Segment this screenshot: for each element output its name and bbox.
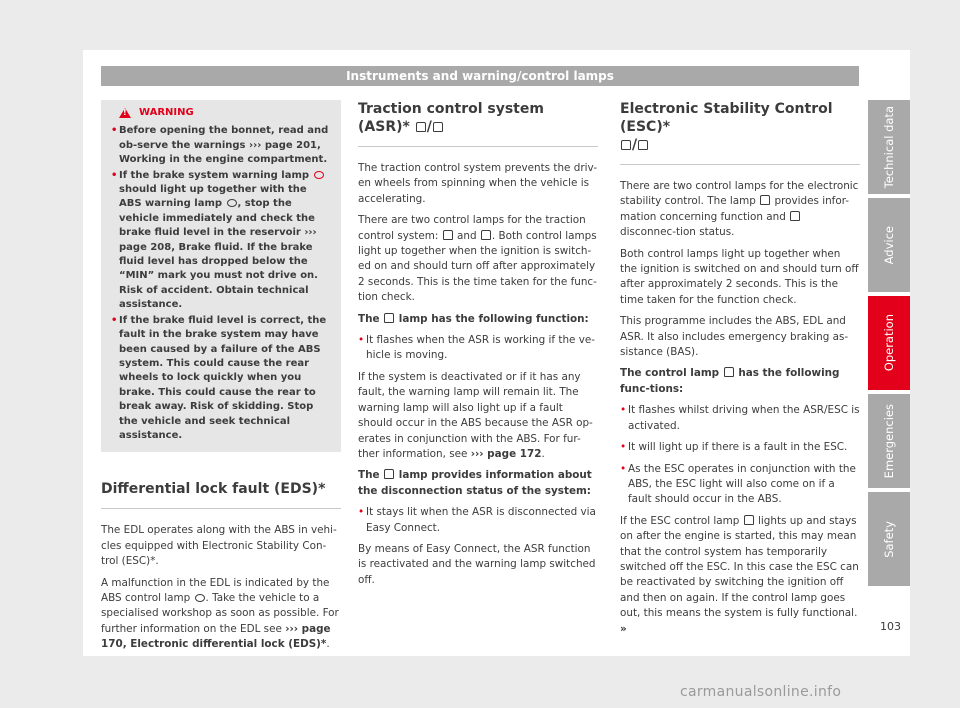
esc-off-lamp-icon: [638, 140, 648, 150]
page-link[interactable]: ››› page 201, Working in the engine compartment: [119, 139, 324, 166]
list-item: • It will light up if there is a fault in the ESC.: [620, 440, 860, 455]
bullet-icon: •: [111, 125, 118, 137]
page-number: 103: [880, 620, 901, 633]
column-right: [620, 100, 860, 643]
list-item: • It flashes whilst driving when the ASR/ESC is activated.: [620, 404, 860, 432]
warning-item: • Before opening the bonnet, read and ob-serve the warnings ››› page 201, Working in the engine compartment.: [111, 125, 329, 166]
section-title-esc: Electronic Stability Control (ESC)* /: [620, 100, 860, 165]
warning-item: • If the brake fluid level is correct, the fault in the brake system may have been caused by a failure of the ABS system. This could cause the rear wheels to lock quickly when you brake. This could cause the rear to break away. Risk of skidding. Stop the vehicle and seek technical assistance.: [111, 314, 327, 441]
paragraph: A malfunction in the EDL is indicated by the ABS control lamp . Take the vehicle to a specialised workshop as soon as possible. For further information on the EDL see ››› page 170, Electronic differential lock (EDS)*.: [101, 576, 339, 651]
tab-operation[interactable]: Operation: [868, 296, 910, 390]
esc-lamp-icon: [744, 515, 754, 525]
paragraph: If the ESC control lamp lights up and stays on after the engine is started, this may mean that the control system has temporarily switched off the ESC. In this case the ESC can be reactivated by switching the ignition off and then on again. If the control lamp goes out, this means the system is fully functional. »: [620, 514, 859, 635]
asr-lamp-icon: [384, 313, 394, 323]
page-link[interactable]: ››› page 170, Electronic differential lock (EDS)*: [101, 622, 331, 651]
bullet-icon: •: [620, 404, 627, 417]
esc-lamp-icon: [760, 195, 770, 205]
continue-icon: »: [620, 622, 627, 635]
section-title-eds: Differential lock fault (EDS)*: [101, 480, 341, 509]
paragraph: There are two control lamps for the electronic stability control. The lamp provides infor-mation concerning function and disconnec-tion status.: [620, 180, 859, 239]
bullet-icon: •: [111, 314, 118, 326]
paragraph: This programme includes the ABS, EDL and ASR. It also includes emergency braking as-sistance (BAS).: [620, 315, 849, 359]
tab-safety[interactable]: Safety: [868, 492, 910, 586]
list-item: • It flashes when the ASR is working if the ve-hicle is moving.: [358, 334, 596, 362]
tab-emergencies[interactable]: Emergencies: [868, 394, 910, 488]
bullet-icon: •: [620, 441, 627, 454]
asr-lamp-icon: [416, 122, 426, 132]
warning-box: [101, 100, 341, 452]
esc-lamp-icon: [621, 140, 631, 150]
warning-label: WARNING: [139, 107, 194, 118]
asr-off-lamp-icon: [384, 469, 394, 479]
paragraph: By means of Easy Connect, the ASR function is reactivated and the warning lamp switched off.: [358, 542, 596, 586]
section-title-asr: Traction control system (ASR)* /: [358, 100, 598, 147]
warning-triangle-icon: [119, 108, 131, 118]
list-item: • It stays lit when the ASR is disconnected via Easy Connect.: [358, 506, 596, 534]
tab-advice[interactable]: Advice: [868, 198, 910, 292]
esc-off-lamp-icon: [790, 211, 800, 221]
bullet-icon: •: [111, 169, 118, 181]
watermark: carmanualsonline.info: [680, 684, 842, 700]
subheading: The control lamp has the following func-tions:: [620, 367, 840, 395]
asr-off-lamp-icon: [481, 230, 491, 240]
bullet-icon: •: [358, 334, 365, 347]
bullet-icon: •: [620, 462, 627, 475]
paragraph: The EDL operates along with the ABS in vehi-cles equipped with Electronic Stability Con-trol (ESC)*.: [101, 524, 337, 568]
column-middle: [358, 100, 598, 594]
paragraph: There are two control lamps for the traction control system: and . Both control lamps light up together when the ignition is switch-ed on and should turn off after approximately 2 seconds. This is the time taken for the func-tion check.: [358, 214, 597, 304]
brake-warning-icon: [314, 171, 324, 179]
asr-lamp-icon: [443, 230, 453, 240]
paragraph: If the system is deactivated or if it has any fault, the warning lamp will remain lit. The warning lamp will also light up if a fault should occur in the ABS because the ASR op-erates in conjunction with the ABS. For fur-ther information, see ››› page 172.: [358, 370, 593, 460]
tab-technical-data[interactable]: Technical data: [868, 100, 910, 194]
page-header: Instruments and warning/control lamps: [101, 66, 859, 86]
paragraph: The traction control system prevents the driv-en wheels from spinning when the vehicle is accelerating.: [358, 162, 598, 205]
esc-lamp-icon: [724, 367, 734, 377]
abs-lamp-icon: [195, 594, 205, 602]
list-item: • As the ESC operates in conjunction with the ABS, the ESC light will also come on if a fault should occur in the ABS.: [620, 462, 856, 506]
column-left: [101, 100, 341, 659]
paragraph: Both control lamps light up together when the ignition is switched on and should turn off after approximately 2 seconds. This is the time taken for the function check.: [620, 247, 859, 306]
warning-item: • If the brake system warning lamp should light up together with the ABS warning lamp , stop the vehicle immediately and check the brake fluid level in the reservoir ››› page 208, Brake fluid. If the brake fluid level has dropped below the “MIN” mark you must not drive on. Risk of accident. Obtain technical assistance.: [111, 169, 331, 313]
warning-heading: [111, 106, 331, 120]
subheading: The lamp has the following function:: [358, 312, 589, 325]
bullet-icon: •: [358, 506, 365, 519]
asr-off-lamp-icon: [433, 122, 443, 132]
page-link[interactable]: ››› page 172: [470, 447, 542, 460]
subheading: The lamp provides information about the disconnection status of the system:: [358, 469, 592, 497]
abs-warning-icon: [227, 199, 237, 207]
page-link[interactable]: ››› page 208, Brake fluid: [119, 227, 317, 253]
